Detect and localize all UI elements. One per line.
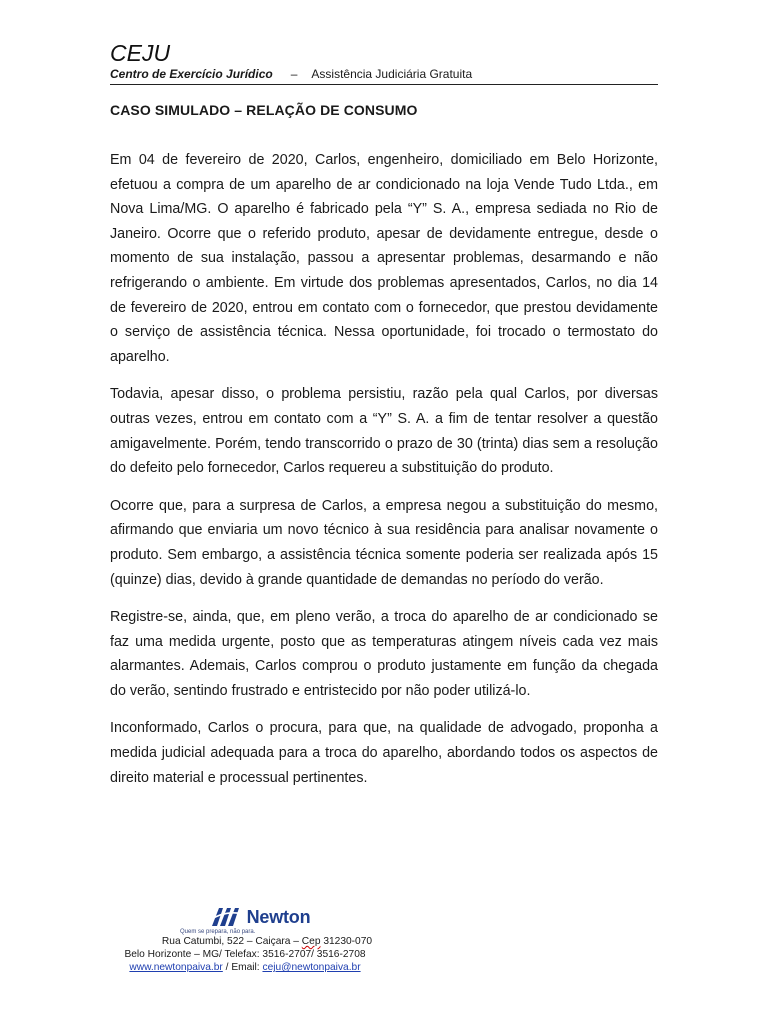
header-divider <box>110 84 658 85</box>
footer-address <box>154 935 380 948</box>
cep-value: 31230-070 <box>320 936 373 947</box>
newton-logo-icon <box>208 906 244 928</box>
header-separator: – <box>290 67 298 81</box>
paragraph-5: Inconformado, Carlos o procura, para que, na qualidade de advogado, proponha a medida judicial adequada para a troca do aparelho, abordando todos os aspectos de direito material e processual pertinentes. <box>110 720 658 786</box>
footer-city-phone: Belo Horizonte – MG/ Telefax: 3516-2707/ 3516-2708 <box>124 949 366 960</box>
paragraph-1: Em 04 de fevereiro de 2020, Carlos, engenheiro, domiciliado em Belo Horizonte, efetuou a compra de um aparelho de ar condicionado na loja Vende Tudo Ltda., em Nova Lima/MG. O aparelho é fabricado pela “Y” S. A., empresa sediada no Rio de Janeiro. Ocorre que o referido produto, apesar de devidamente entregue, desde o momento de sua instalação, passou a apresentar problemas, desarmando e não refrigerando o ambiente. Em virtude dos problemas apresentados, Carlos, no dia 14 de fevereiro de 2020, entrou em contato com o fornecedor, que prestou devidamente o serviço de assistência técnica. Nessa oportunidade, foi trocado o termostato do aparelho. <box>110 152 658 365</box>
paragraph-4: Registre-se, ainda, que, em pleno verão, a troca do aparelho de ar condicionado se faz uma medida urgente, posto que as temperaturas atingem níveis cada vez mais alarmantes. Ademais, Carlos comprou o produto justamente em função da chegada do verão, sentindo frustrado e entristecido por não poder utilizá-lo. <box>110 609 658 699</box>
letterhead-subtitle <box>110 67 658 82</box>
org-name: CEJU <box>110 40 171 66</box>
service-name: Assistência Judiciária Gratuita <box>311 67 473 81</box>
cep-label: Cep <box>301 936 321 947</box>
document-title: CASO SIMULADO – RELAÇÃO DE CONSUMO <box>110 102 418 118</box>
website-link[interactable]: www.newtonpaiva.br <box>129 962 223 973</box>
email-label: / Email: <box>222 962 263 973</box>
email-link[interactable]: ceju@newtonpaiva.br <box>262 962 361 973</box>
center-name: Centro de Exercício Jurídico <box>110 67 273 81</box>
logo-wordmark: Newton <box>246 906 311 927</box>
document-body <box>110 148 658 803</box>
paragraph-2: Todavia, apesar disso, o problema persistiu, razão pela qual Carlos, por diversas outras vezes, entrou em contato com a “Y” S. A. a fim de tentar resolver a questão amigavelmente. Porém, tendo transcorrido o prazo de 30 (trinta) dias sem a resolução do defeito pelo fornecedor, Carlos requereu a substituição do produto. <box>110 386 658 477</box>
letterhead <box>110 40 658 85</box>
newton-logo <box>138 904 380 930</box>
footer-contact <box>110 961 380 974</box>
address-text: Rua Catumbi, 522 – Caiçara – <box>161 936 302 947</box>
paragraph-3: Ocorre que, para a surpresa de Carlos, a empresa negou a substituição do mesmo, afirmando que enviaria um novo técnico à sua residência para analisar novamente o produto. Sem embargo, a assistência técnica somente poderia ser realizada após 15 (quinze) dias, devido à grande quantidade de demandas no período do verão. <box>110 497 658 588</box>
footer <box>110 904 380 974</box>
logo-tagline: Quem se prepara, não para. <box>180 929 256 935</box>
